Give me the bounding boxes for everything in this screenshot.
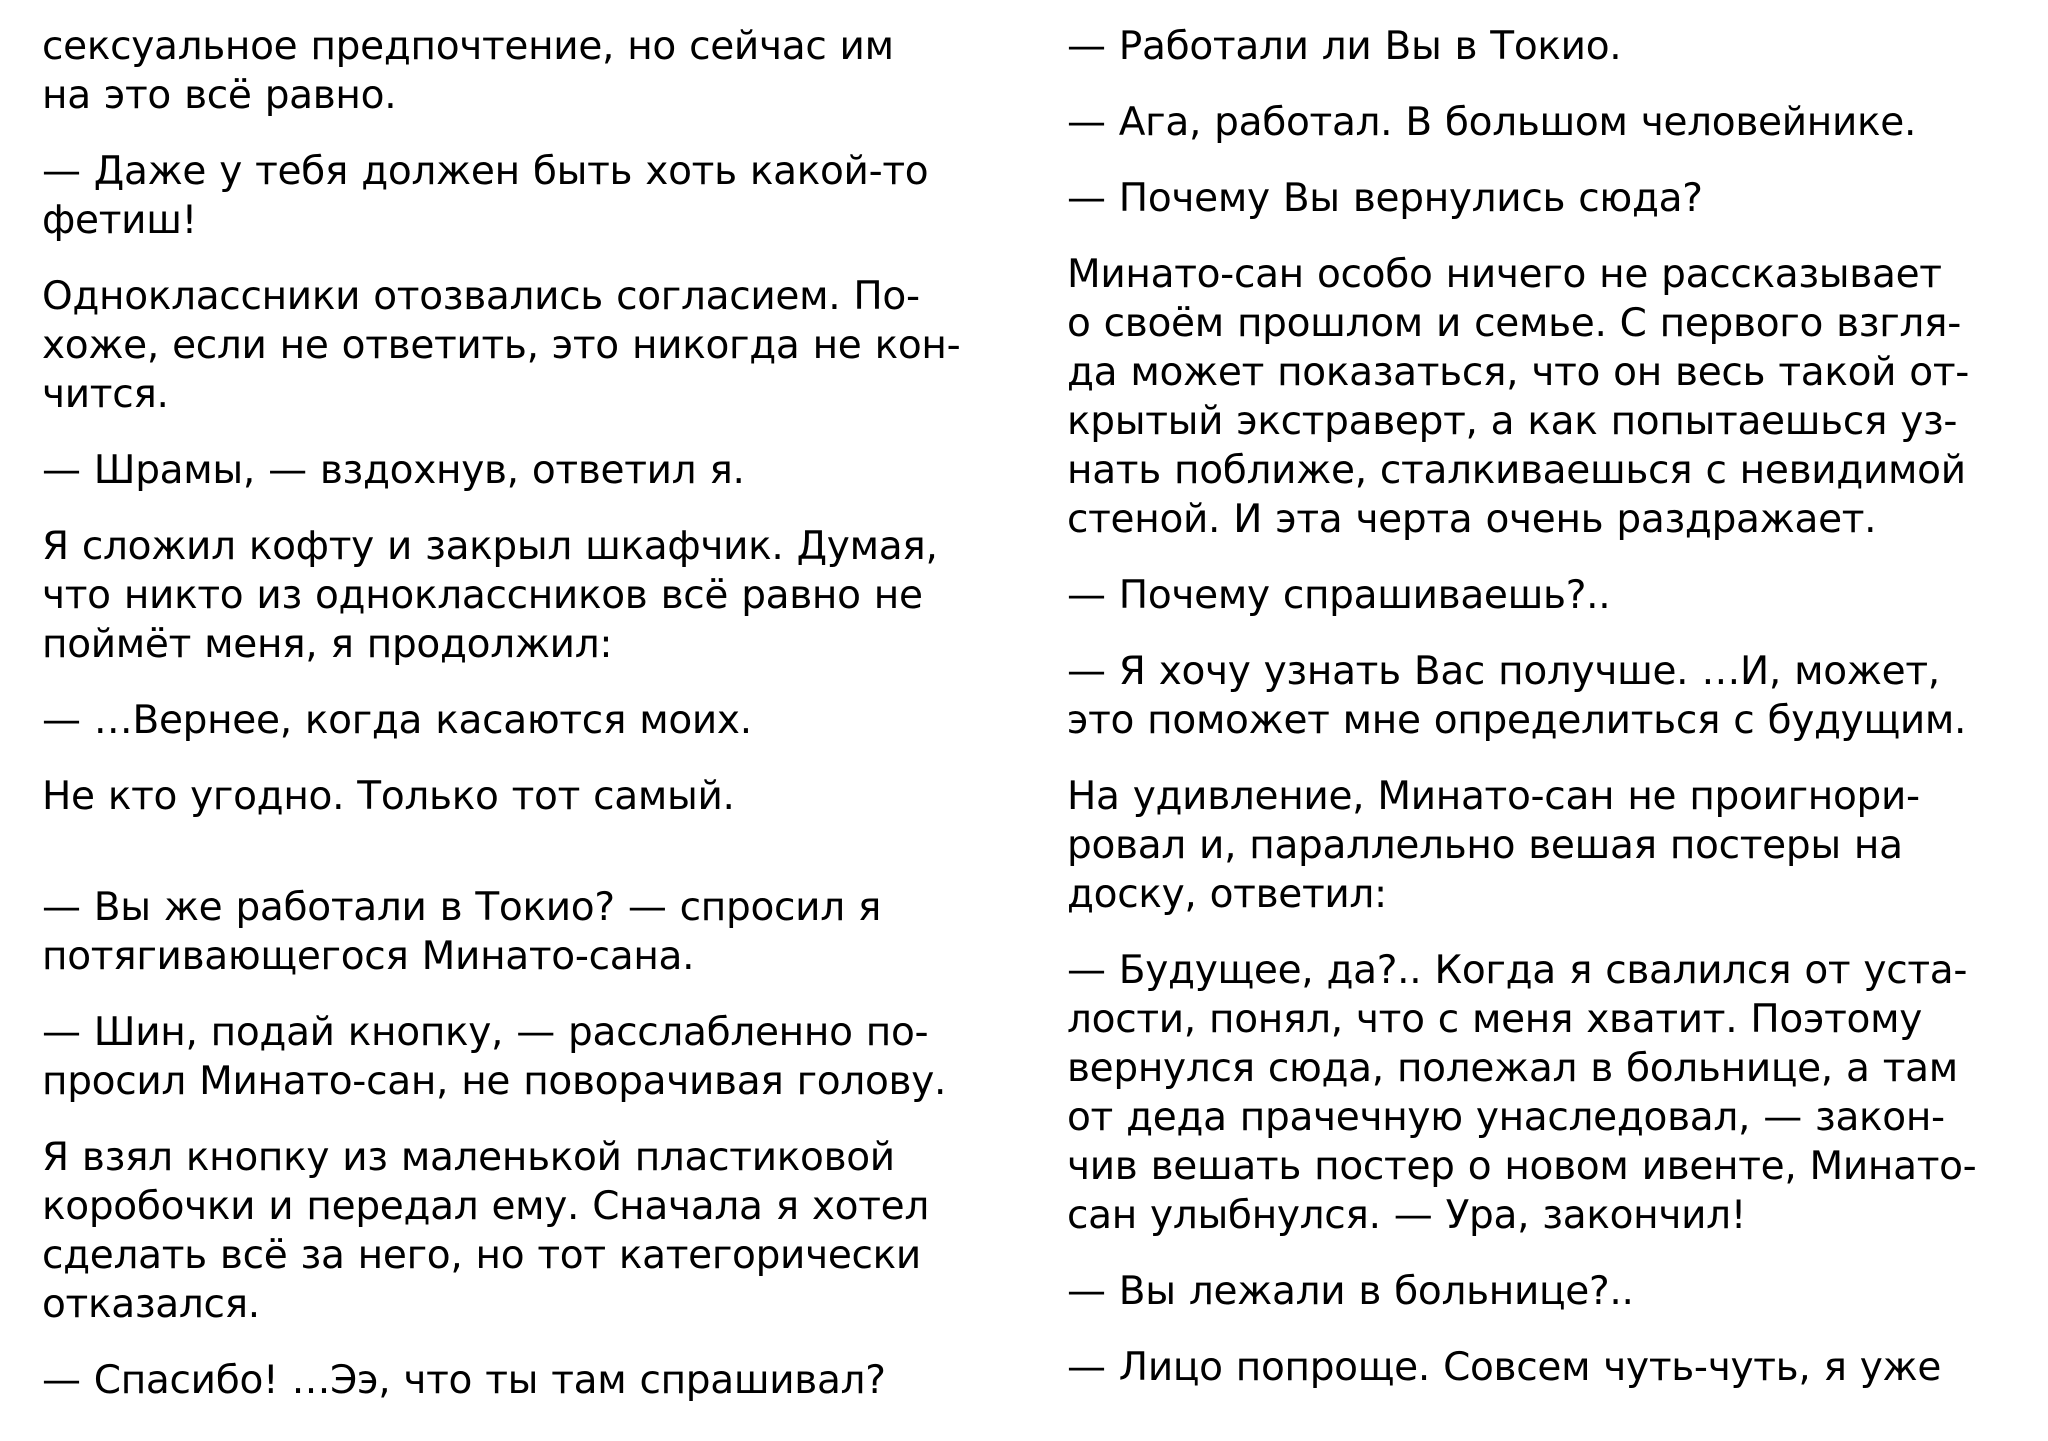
text-line: чив вешать постер о новом ивенте, Минато-	[1067, 1144, 1977, 1189]
text-line: это поможет мне определиться с будущим.	[1067, 698, 1967, 743]
text-line: потягивающегося Минато-сана.	[42, 934, 695, 979]
text-line: — Шин, подай кнопку, — расслабленно по-	[42, 1010, 929, 1055]
text-line: Я сложил кофту и закрыл шкафчик. Думая,	[42, 524, 938, 569]
paragraph	[42, 1356, 1022, 1405]
paragraph	[1067, 1343, 2027, 1392]
text-line: — Вы лежали в больнице?..	[1067, 1269, 1634, 1314]
text-line: отказался.	[42, 1282, 260, 1327]
text-line: — Вы же работали в Токио? — спросил я	[42, 885, 882, 930]
paragraph	[42, 1008, 1022, 1106]
paragraph	[1067, 946, 2027, 1240]
text-line: — Шрамы, — вздохнув, ответил я.	[42, 448, 745, 493]
paragraph	[1067, 571, 2027, 620]
text-line: — Ага, работал. В большом человейнике.	[1067, 100, 1917, 145]
paragraph	[42, 22, 1022, 120]
text-line: на это всё равно.	[42, 73, 397, 118]
text-line: да может показаться, что он весь такой от-	[1067, 350, 1970, 395]
text-line: — Будущее, да?.. Когда я свалился от уста-	[1067, 948, 1968, 993]
text-line: сан улыбнулся. — Ура, закончил!	[1067, 1193, 1747, 1238]
text-line: — Даже у тебя должен быть хоть какой-то	[42, 149, 929, 194]
paragraph	[1067, 772, 2027, 919]
paragraph	[42, 883, 1022, 981]
text-line: ровал и, параллельно вешая постеры на	[1067, 823, 1903, 868]
text-line: Не кто угодно. Только тот самый.	[42, 774, 735, 819]
text-line: сделать всё за него, но тот категорически	[42, 1233, 921, 1278]
paragraph	[1067, 647, 2027, 745]
paragraph	[42, 1133, 1022, 1329]
text-line: о своём прошлом и семье. С первого взгля-	[1067, 301, 1961, 346]
text-line: нать поближе, сталкиваешься с невидимой	[1067, 448, 1966, 493]
paragraph	[42, 272, 1022, 419]
paragraph	[1067, 174, 2027, 223]
text-line: поймёт меня, я продолжил:	[42, 622, 613, 667]
text-line: — Лицо попроще. Совсем чуть-чуть, я уже	[1067, 1345, 1942, 1390]
text-line: лости, понял, что с меня хватит. Поэтому	[1067, 997, 1922, 1042]
text-line: хоже, если не ответить, это никогда не кон-	[42, 323, 961, 368]
text-line: сексуальное предпочтение, но сейчас им	[42, 24, 894, 69]
text-line: вернулся сюда, полежал в больнице, а там	[1067, 1046, 1958, 1091]
text-line: что никто из одноклассников всё равно не	[42, 573, 923, 618]
paragraph	[42, 696, 1022, 745]
paragraph	[42, 772, 1022, 821]
text-line: Одноклассники отозвались согласием. По-	[42, 274, 920, 319]
text-line: — Почему спрашиваешь?..	[1067, 573, 1611, 618]
right-text-column	[1067, 22, 2027, 1419]
paragraph	[42, 446, 1022, 495]
paragraph	[1067, 1267, 2027, 1316]
text-line: стеной. И эта черта очень раздражает.	[1067, 497, 1877, 542]
paragraph	[1067, 22, 2027, 71]
text-line: доску, ответил:	[1067, 872, 1387, 917]
text-line: На удивление, Минато-сан не проигнори-	[1067, 774, 1920, 819]
text-line: — Спасибо! …Ээ, что ты там спрашивал?	[42, 1358, 886, 1403]
text-line: — …Вернее, когда касаются моих.	[42, 698, 752, 743]
text-line: фетиш!	[42, 198, 197, 243]
text-line: крытый экстраверт, а как попытаешься уз-	[1067, 399, 1958, 444]
paragraph	[42, 147, 1022, 245]
text-line: от деда прачечную унаследовал, — закон-	[1067, 1095, 1945, 1140]
text-line: просил Минато-сан, не поворачивая голову.	[42, 1059, 947, 1104]
paragraph	[42, 522, 1022, 669]
text-line: — Я хочу узнать Вас получше. …И, может,	[1067, 649, 1940, 694]
text-line: Минато-сан особо ничего не рассказывает	[1067, 252, 1942, 297]
left-text-column	[42, 22, 1022, 1432]
paragraph	[1067, 98, 2027, 147]
paragraph	[1067, 250, 2027, 544]
text-line: чится.	[42, 372, 169, 417]
text-line: — Почему Вы вернулись сюда?	[1067, 176, 1703, 221]
text-line: коробочки и передал ему. Сначала я хотел	[42, 1184, 929, 1229]
text-line: Я взял кнопку из маленькой пластиковой	[42, 1135, 895, 1180]
text-line: — Работали ли Вы в Токио.	[1067, 24, 1622, 69]
